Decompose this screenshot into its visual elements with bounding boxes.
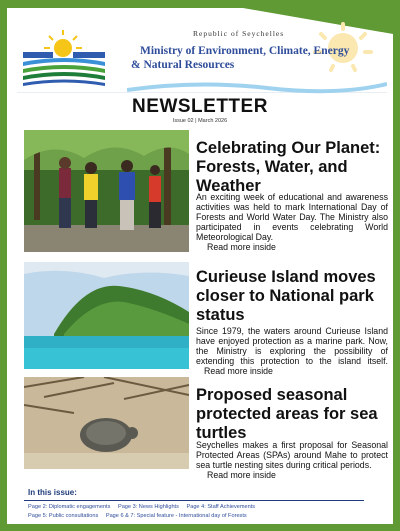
contents-row: [28, 513, 253, 519]
article-title: Celebrating Our Planet: Forests, Water, and Weather: [196, 139, 381, 195]
contents-row: [28, 504, 261, 510]
ministry-line-2: & Natural Resources: [131, 59, 235, 71]
article-body: Since 1979, the waters around Curieuse Island have enjoyed protection as a marine park. Now, the Ministry is exploring the possibility of extending this protection to the island itself. Read more inside: [196, 326, 388, 376]
contents-item[interactable]: Page 5: Public consultations: [28, 513, 99, 519]
wave-decoration-icon: [127, 76, 387, 94]
article-title: Proposed seasonal protected areas for sea turtles: [196, 386, 378, 442]
article-body: Seychelles makes a first proposal for Seasonal Protected Areas (SPAs) around Mahe to protect sea turtle nesting sites during critical periods. Read more inside: [196, 440, 388, 480]
in-this-issue-heading: In this issue:: [28, 488, 77, 497]
republic-label: Republic of Seychelles: [193, 29, 285, 38]
forest-walk-photo[interactable]: [24, 130, 189, 252]
ministry-logo-icon: [19, 26, 109, 88]
masthead: [17, 16, 387, 93]
read-more-link[interactable]: Read more inside: [207, 242, 276, 252]
newsletter-page: [7, 8, 393, 524]
contents-item[interactable]: Page 6 & 7: Special feature - International day of Forests: [105, 513, 247, 519]
newsletter-title: NEWSLETTER: [132, 96, 268, 117]
contents-item[interactable]: Page 2: Diplomatic engagements: [28, 504, 111, 510]
read-more-link[interactable]: Read more inside: [204, 366, 273, 376]
ministry-line-1: Ministry of Environment, Climate, Energy: [140, 45, 350, 57]
contents-item[interactable]: Page 4: Staff Achievements: [186, 504, 256, 510]
issue-label: Issue 02 | March 2026: [172, 118, 228, 124]
contents-item[interactable]: Page 3: News Highlights: [117, 504, 179, 510]
ministry-name: [131, 44, 351, 72]
sea-turtle-photo[interactable]: [24, 377, 189, 469]
article-body: An exciting week of educational and awareness activities was held to mark International Day of Forests and World Water Day. The Ministry also participated in events celebrating World Meteorological Day. Read more inside: [196, 192, 388, 252]
curieuse-island-photo[interactable]: [24, 262, 189, 369]
read-more-link[interactable]: Read more inside: [207, 470, 276, 480]
footer-divider: [24, 500, 364, 501]
article-title: Curieuse Island moves closer to National park status: [196, 268, 376, 324]
